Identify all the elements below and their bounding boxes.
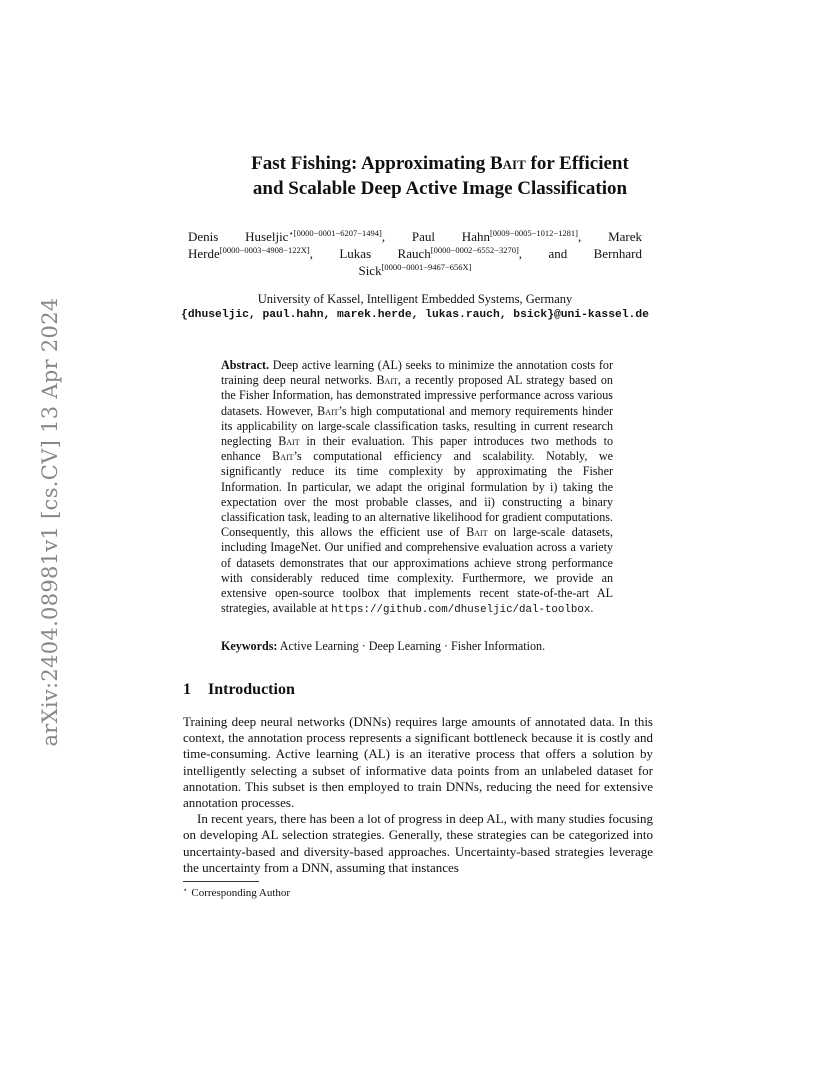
author-name: Denis Huseljic [188, 229, 289, 244]
abstract [221, 358, 613, 618]
intro-body [183, 714, 653, 876]
author-orcid: [0000−0002−6552−3270] [430, 245, 519, 255]
author-name: Marek Herde [188, 229, 643, 261]
keywords-label: Keywords: [221, 639, 278, 653]
method-name: Bait [278, 434, 300, 449]
abstract-body: Deep active learning (AL) seeks to minimize the annotation costs for training deep neural networks. Bait, a recently proposed AL strategy based on the Fisher Information, has demonstrated impressive performance across various datasets. However, Bait’s high computational and memory requirements hinder its applicability on large-scale classification tasks, resulting in current research neglecting Bait in their evaluation. This paper introduces two methods to enhance Bait’s computational efficiency and scalability. Notably, we significantly reduce its time complexity by approximating the Fisher Information. In particular, we adapt the original formulation by i) taking the expectation over the most probable classes, and ii) constructing a binary classification task, leading to an alternative likelihood for gradient computations. Consequently, this allows the efficient use of Bait on large-scale datasets, including ImageNet. Our unified and comprehensive evaluation across a variety of datasets demonstrates that our approximations achieve strong performance with considerably reduced time complexity. Furthermore, we provide an extensive open-source toolbox that implements recent state-of-the-art AL strategies, available at https://github.com/dhuseljic/dal-toolbox. [221, 358, 614, 617]
section-number: 1 [183, 681, 191, 698]
author-name: Lukas Rauch [339, 246, 431, 261]
paper-title [150, 151, 730, 201]
footnote-rule [183, 881, 259, 882]
method-name: Bait [317, 403, 339, 418]
abstract-label: Abstract. [221, 358, 270, 372]
method-name: Bait [466, 525, 488, 540]
author-orcid: [0000−0001−9467−656X] [381, 262, 472, 272]
author-name: Bernhard Sick [358, 246, 642, 278]
affiliation: University of Kassel, Intelligent Embedded Systems, Germany [257, 292, 573, 306]
method-name: Bait [376, 373, 398, 388]
paragraph: In recent years, there has been a lot of progress in deep AL, with many studies focusing on developing AL selection strategies. Generally, these strategies can be categorized into uncertainty-based and diversity-based approaches. Uncertainty-based strategies leverage the uncertainty from a DNN, assuming that instances [183, 811, 653, 875]
method-name: Bait [272, 449, 294, 464]
title-line1-post: for Efficient [525, 153, 629, 174]
author-emails: {dhuseljic, paul.hahn, marek.herde, lukas.rauch, bsick}@uni-kassel.de [181, 309, 649, 321]
author-orcid: ⋆[0000−0001−6207−1494] [288, 228, 382, 238]
author-orcid: [0000−0003−4908−122X] [219, 245, 310, 255]
author-list: Denis Huseljic$^{⋆[0000-0001-6207-1494]}$, Paul Hahn[0009−0005−1012−1281], Marek Herde[0000−0003−4908−122X], Lukas Rauch[0000−0002−6552−3270], and Bernhard Sick[0000−0001−9467−656X] [188, 228, 643, 278]
footnote [183, 886, 290, 900]
toolbox-url[interactable]: https://github.com/dhuseljic/dal-toolbox [331, 604, 591, 617]
keywords [221, 639, 613, 654]
title-line1-pre: Fast Fishing: Approximating [251, 153, 490, 174]
section-heading [183, 681, 295, 699]
author-name: Paul Hahn [411, 229, 490, 244]
title-line1-method: Bait [489, 153, 526, 174]
section-title: Introduction [208, 681, 295, 698]
author-orcid: [0009−0005−1012−1281] [489, 228, 579, 238]
footnote-marker: ⋆ [183, 886, 188, 894]
keywords-text: Active Learning · Deep Learning · Fisher Information. [279, 639, 546, 653]
title-line2: and Scalable Deep Active Image Classification [252, 178, 628, 199]
paragraph: Training deep neural networks (DNNs) requires large amounts of annotated data. In this context, the annotation process represents a significant bottleneck because it is costly and time-consuming. Active learning (AL) is an iterative process that offers a solution by intelligently selecting a subset of informative data points from an unlabeled dataset for annotation. This subset is then employed to train DNNs, reducing the need for extensive annotation processes. [183, 714, 653, 811]
arxiv-side-identifier: arXiv:2404.08981v1 [cs.CV] 13 Apr 2024 [38, 297, 62, 747]
footnote-text: Corresponding Author [191, 887, 291, 899]
affiliation-block [170, 291, 660, 323]
